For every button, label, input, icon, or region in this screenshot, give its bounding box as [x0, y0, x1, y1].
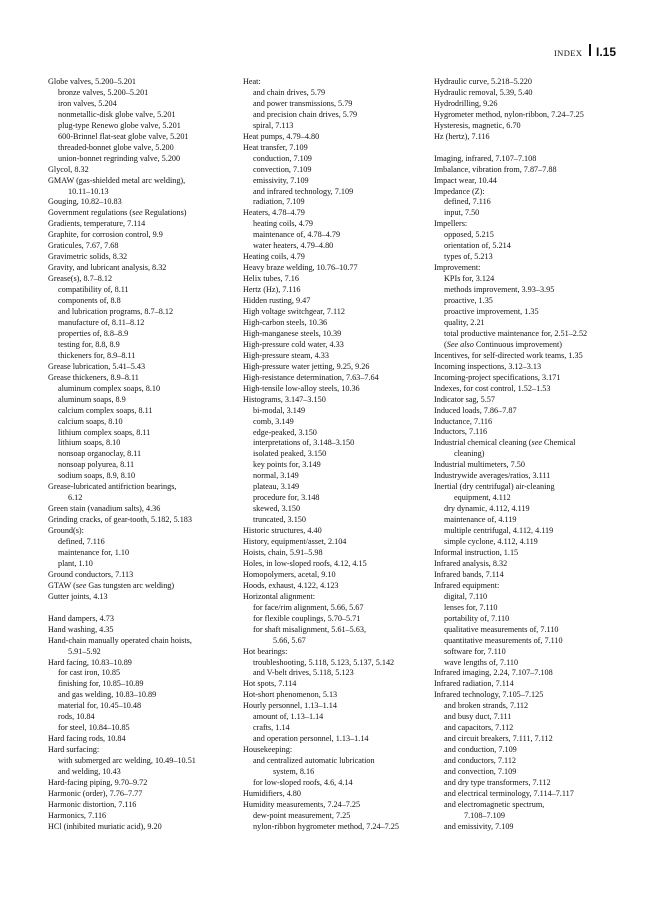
index-subentry: iron valves, 5.204: [58, 98, 117, 108]
index-column-2: [243, 77, 433, 833]
index-subentry: input, 7.50: [444, 208, 480, 218]
index-entry: Hygrometer method, nylon-ribbon, 7.24–7.25: [434, 109, 584, 119]
index-subentry: union-bonnet regrinding valve, 5.200: [58, 153, 181, 163]
index-subentry: aluminum complex soaps, 8.10: [58, 383, 161, 393]
index-subentry: defined, 7.116: [58, 537, 105, 547]
index-entry: Helix tubes, 7.16: [243, 274, 299, 284]
index-subentry: maintenance for, 1.10: [58, 547, 130, 557]
index-column-1: [48, 77, 238, 833]
index-entry: Heat transfer, 7.109: [243, 142, 308, 152]
index-subentry: for steel, 10.84–10.85: [58, 723, 130, 733]
index-entry: Inertial (dry centrifugal) air-cleaning: [434, 482, 555, 492]
index-entry: Indexes, for cost control, 1.52–1.53: [434, 383, 551, 393]
index-subentry: and V-belt drives, 5.118, 5.123: [253, 668, 354, 678]
index-entry: Inductors, 7.116: [434, 427, 488, 437]
index-subentry: bronze valves, 5.200–5.201: [58, 87, 149, 97]
index-subentry: and power transmissions, 5.79: [253, 98, 353, 108]
index-entry: Gravity, and lubricant analysis, 8.32: [48, 263, 167, 273]
index-subentry: opposed, 5.215: [444, 230, 494, 240]
index-subentry: aluminum soaps, 8.9: [58, 394, 126, 404]
page-number: I.15: [595, 45, 616, 59]
index-subentry: and emissivity, 7.109: [444, 821, 514, 831]
index-subentry: for low-sloped roofs, 4.6, 4.14: [253, 778, 353, 787]
index-entry: Gravimetric solids, 8.32: [48, 252, 128, 262]
index-subentry: interpretations of, 3.148–3.150: [253, 438, 355, 448]
index-entry: Improvement:: [434, 263, 481, 273]
index-entry: Gouging, 10.82–10.83: [48, 197, 122, 207]
index-subentry: skewed, 3.150: [253, 504, 301, 514]
index-entry: Impellers:: [434, 219, 468, 229]
index-entry: Hot bearings:: [243, 646, 288, 656]
index-entry: Horizontal alignment:: [243, 591, 316, 601]
index-subentry: key points for, 3.149: [253, 460, 321, 470]
index-subentry: properties of, 8.8–8.9: [58, 328, 129, 338]
index-subentry: equipment, 4.112: [454, 493, 511, 503]
index-subentry: maintenance of, 4.119: [444, 515, 517, 525]
index-entry: GMAW (gas-shielded metal arc welding),: [48, 175, 186, 185]
index-subentry: rods, 10.84: [58, 712, 95, 722]
index-subentry: types of, 5.213: [444, 252, 493, 262]
index-entry: Indicator sag, 5.57: [434, 394, 495, 404]
index-subentry: 600-Brinnel flat-seat globe valve, 5.201: [58, 131, 189, 141]
index-entry: High-pressure cold water, 4.33: [243, 339, 344, 349]
index-entry: Glycol, 8.32: [48, 164, 89, 174]
index-subentry: system, 8.16: [273, 767, 315, 777]
index-subentry: total productive maintenance for, 2.51–2.52: [444, 328, 588, 338]
index-entry: Homopolymers, acetal, 9.10: [243, 569, 336, 579]
index-entry: Hot-short phenomenon, 5.13: [243, 690, 338, 700]
index-subentry: emissivity, 7.109: [253, 175, 309, 185]
index-entry: Histograms, 3.147–3.150: [243, 394, 326, 404]
index-subentry: lithium soaps, 8.10: [58, 438, 121, 448]
index-entry: Graphite, for corrosion control, 9.9: [48, 230, 163, 240]
index-subentry: and lubrication programs, 8.7–8.12: [58, 307, 174, 317]
index-subentry: methods improvement, 3.93–3.95: [444, 285, 555, 295]
index-subentry: and operation personnel, 1.13–1.14: [253, 734, 369, 744]
index-entry: Industrial chemical cleaning (see Chemical: [434, 438, 576, 448]
index-entry: Holes, in low-sloped roofs, 4.12, 4.15: [243, 558, 367, 568]
index-subentry: orientation of, 5.214: [444, 241, 511, 251]
index-subentry: threaded-bonnet globe valve, 5.200: [58, 142, 174, 152]
index-subentry: convection, 7.109: [253, 164, 312, 174]
index-entry: Heaters, 4.78–4.79: [243, 208, 305, 218]
index-entry: Housekeeping:: [243, 745, 293, 755]
index-subentry: and capacitors, 7.112: [444, 723, 514, 733]
index-subentry: (See also Continuous improvement): [444, 339, 563, 349]
index-entry: High-tensile low-alloy steels, 10.36: [243, 383, 360, 393]
index-subentry: components of, 8.8: [58, 296, 121, 306]
index-subentry: material for, 10.45–10.48: [58, 701, 142, 711]
index-entry: Graticules, 7.67, 7.68: [48, 241, 119, 251]
index-subentry: for face/rim alignment, 5.66, 5.67: [253, 602, 364, 612]
index-entry: High-carbon steels, 10.36: [243, 317, 328, 327]
index-subentry: proactive, 1.35: [444, 296, 493, 306]
index-entry: Grease thickeners, 8.9–8.11: [48, 372, 139, 382]
index-entry: Infrared technology, 7.105–7.125: [434, 690, 544, 700]
index-subentry: wave lengths of, 7.110: [444, 657, 519, 667]
index-subentry: edge-peaked, 3.150: [253, 427, 317, 437]
index-subentry: compatibility of, 8.11: [58, 285, 129, 295]
index-entry: Hydrodrilling, 9.26: [434, 98, 498, 108]
index-subentry: maintenance of, 4.78–4.79: [253, 230, 341, 240]
index-subentry: procedure for, 3.148: [253, 493, 320, 503]
index-subentry: digital, 7.110: [444, 591, 488, 601]
index-subentry: and chain drives, 5.79: [253, 87, 326, 97]
index-entry: Hertz (Hz), 7.116: [243, 285, 301, 295]
index-subentry: and conductors, 7.112: [444, 756, 517, 766]
index-subentry: and electromagnetic spectrum,: [444, 799, 545, 809]
index-subentry: proactive improvement, 1.35: [444, 307, 539, 316]
index-entry: Green stain (vanadium salts), 4.36: [48, 504, 161, 514]
index-subentry: thickeners for, 8.9–8.11: [58, 350, 136, 360]
index-subentry: software for, 7.110: [444, 646, 506, 656]
index-subentry: troubleshooting, 5.118, 5.123, 5.137, 5.142: [253, 657, 395, 667]
index-entry: GTAW (see Gas tungsten arc welding): [48, 580, 175, 590]
index-subentry: isolated peaked, 3.150: [253, 449, 327, 459]
index-entry: Heating coils, 4.79: [243, 252, 305, 262]
index-entry: History, equipment/asset, 2.104: [243, 537, 347, 547]
index-subentry: radiation, 7.109: [253, 197, 305, 207]
index-entry: Grinding cracks, of gear-tooth, 5.182, 5.183: [48, 515, 192, 525]
index-entry: Harmonic (order), 7.76–7.77: [48, 788, 143, 798]
index-entry: Historic structures, 4.40: [243, 526, 322, 536]
index-subentry: spiral, 7.113: [253, 120, 294, 130]
index-entry: Imaging, infrared, 7.107–7.108: [434, 153, 537, 163]
index-entry: Infrared radiation, 7.114: [434, 679, 514, 689]
index-subentry: finishing for, 10.85–10.89: [58, 679, 144, 689]
index-entry: Inductance, 7.116: [434, 416, 493, 426]
index-subentry: amount of, 1.13–1.14: [253, 712, 324, 722]
index-entry: Hand-chain manually operated chain hoists,: [48, 635, 192, 645]
index-subentry: comb, 3.149: [253, 416, 294, 426]
index-entry: Impedance (Z):: [434, 186, 485, 196]
index-entry: Globe valves, 5.200–5.201: [48, 77, 137, 86]
index-entry: Gradients, temperature, 7.114: [48, 219, 146, 229]
index-entry: Infrared equipment:: [434, 580, 500, 590]
index-subentry: portability of, 7.110: [444, 613, 510, 623]
index-entry: Grease(s), 8.7–8.12: [48, 274, 113, 284]
index-subentry: for cast iron, 10.85: [58, 668, 121, 678]
index-subentry: defined, 7.116: [444, 197, 491, 207]
index-subentry: calcium soaps, 8.10: [58, 416, 123, 426]
index-subentry: conduction, 7.109: [253, 153, 312, 163]
index-entry: Heavy braze welding, 10.76–10.77: [243, 263, 358, 273]
index-entry: Impact wear, 10.44: [434, 175, 497, 185]
index-entry: High-pressure water jetting, 9.25, 9.26: [243, 361, 370, 371]
index-entry: Hidden rusting, 9.47: [243, 296, 311, 306]
index-subentry: and conduction, 7.109: [444, 745, 517, 755]
index-subentry: nylon-ribbon hygrometer method, 7.24–7.25: [253, 821, 399, 831]
index-entry: Industrywide averages/ratios, 3.111: [434, 471, 551, 481]
index-entry: High voltage switchgear, 7.112: [243, 307, 345, 317]
index-entry: Hard surfacing:: [48, 745, 100, 755]
index-entry: Gutter joints, 4.13: [48, 591, 108, 601]
index-entry: Infrared analysis, 8.32: [434, 558, 508, 568]
index-entry: Hydraulic removal, 5.39, 5.40: [434, 87, 533, 97]
index-subentry: dry dynamic, 4.112, 4.119: [444, 504, 530, 514]
index-subentry: with submerged arc welding, 10.49–10.51: [58, 756, 196, 766]
index-entry: Grease lubrication, 5.41–5.43: [48, 361, 146, 371]
index-entry: Industrial multimeters, 7.50: [434, 460, 525, 470]
index-entry: Incoming inspections, 3.12–3.13: [434, 361, 542, 371]
index-subentry: plug-type Renewo globe valve, 5.201: [58, 120, 181, 130]
index-subentry: plateau, 3.149: [253, 482, 300, 492]
index-subentry: KPIs for, 3.124: [444, 274, 495, 284]
index-subentry: manufacture of, 8.11–8.12: [58, 317, 145, 327]
index-entry: Harmonics, 7.116: [48, 810, 107, 820]
index-entry: Hz (hertz), 7.116: [434, 131, 490, 141]
index-subentry: 7.108–7.109: [464, 810, 505, 820]
index-entry: Hot spots, 7.114: [243, 679, 297, 689]
index-subentry: crafts, 1.14: [253, 723, 290, 733]
index-entry: Hourly personnel, 1.13–1.14: [243, 701, 337, 711]
index-subentry: and circuit breakers, 7.111, 7.112: [444, 734, 553, 744]
index-subentry: testing for, 8.8, 8.9: [58, 339, 120, 349]
index-subentry: and welding, 10.43: [58, 767, 121, 777]
index-entry: Ground(s):: [48, 526, 84, 536]
header-divider: [589, 44, 591, 56]
index-subentry: and dry type transformers, 7.112: [444, 777, 551, 787]
index-entry: Harmonic distortion, 7.116: [48, 799, 137, 809]
index-subentry: for flexible couplings, 5.70–5.71: [253, 613, 361, 623]
index-subentry: simple cyclone, 4.112, 4.119: [444, 537, 538, 547]
index-subentry: quantitative measurements of, 7.110: [444, 635, 563, 645]
index-subentry: plant, 1.10: [58, 558, 93, 568]
index-subentry: cleaning): [454, 449, 485, 459]
index-subentry: and busy duct, 7.111: [444, 712, 512, 722]
index-entry: Hard-facing piping, 9.70–9.72: [48, 777, 148, 787]
index-entry: High-pressure steam, 4.33: [243, 350, 329, 360]
index-subentry: quality, 2.21: [444, 317, 485, 327]
index-entry: Humidifiers, 4.80: [243, 788, 301, 798]
index-subentry: lithium complex soaps, 8.11: [58, 427, 151, 437]
index-subentry: 5.91–5.92: [68, 646, 101, 656]
index-entry: Hard facing rods, 10.84: [48, 734, 126, 744]
index-subentry: and convection, 7.109: [444, 767, 517, 777]
index-subentry: 6.12: [68, 493, 83, 503]
index-entry: Humidity measurements, 7.24–7.25: [243, 799, 361, 809]
index-subentry: calcium complex soaps, 8.11: [58, 405, 153, 415]
index-entry: Hoists, chain, 5.91–5.98: [243, 547, 323, 557]
index-entry: Hysteresis, magnetic, 6.70: [434, 120, 521, 130]
index-subentry: nonsoap polyurea, 8.11: [58, 460, 135, 470]
index-entry: Hard facing, 10.83–10.89: [48, 657, 132, 667]
index-subentry: nonmetallic-disk globe valve, 5.201: [58, 109, 176, 119]
index-entry: Government regulations (see Regulations): [48, 208, 187, 218]
index-entry: Infrared bands, 7.114: [434, 569, 504, 579]
index-entry: High-manganese steels, 10.39: [243, 328, 342, 338]
index-subentry: water heaters, 4.79–4.80: [253, 241, 334, 251]
index-subentry: and broken strands, 7.112: [444, 701, 529, 711]
index-entry: Hand dampers, 4.73: [48, 613, 114, 623]
index-subentry: lenses for, 7.110: [444, 602, 498, 612]
index-entry: Heat pumps, 4.79–4.80: [243, 131, 320, 141]
running-head: INDEX: [553, 48, 583, 58]
index-entry: Hoods, exhaust, 4.122, 4.123: [243, 580, 339, 590]
index-subentry: and electrical terminology, 7.114–7.117: [444, 788, 574, 798]
page-header: [554, 44, 616, 59]
index-subentry: and infrared technology, 7.109: [253, 186, 354, 196]
index-entry: Hydraulic curve, 5.218–5.220: [434, 77, 532, 86]
index-subentry: heating coils, 4.79: [253, 219, 314, 229]
index-entry: High-resistance determination, 7.63–7.64: [243, 372, 379, 382]
index-entry: Incoming-project specifications, 3.171: [434, 372, 561, 382]
index-entry: Heat:: [243, 77, 261, 86]
index-entry: Induced loads, 7.86–7.87: [434, 405, 517, 415]
index-entry: Hand washing, 4.35: [48, 624, 114, 634]
index-entry: Imbalance, vibration from, 7.87–7.88: [434, 164, 557, 174]
index-column-3: [434, 77, 634, 833]
index-entry: Infrared imaging, 2.24, 7.107–7.108: [434, 668, 553, 678]
index-subentry: truncated, 3.150: [253, 515, 306, 525]
index-entry: Grease-lubricated antifriction bearings,: [48, 482, 177, 492]
index-subentry: nonsoap organoclay, 8.11: [58, 449, 142, 459]
index-subentry: dew-point measurement, 7.25: [253, 810, 351, 820]
index-entry: HCl (inhibited muriatic acid), 9.20: [48, 821, 162, 831]
index-subentry: sodium soaps, 8.9, 8.10: [58, 471, 136, 481]
index-subentry: 10.11–10.13: [68, 186, 109, 196]
index-entry: Informal instruction, 1.15: [434, 547, 519, 557]
index-subentry: and centralized automatic lubrication: [253, 756, 375, 766]
index-subentry: multiple centrifugal, 4.112, 4.119: [444, 526, 554, 536]
index-subentry: qualitative measurements of, 7.110: [444, 624, 559, 634]
index-entry: Incentives, for self-directed work teams, 1.35: [434, 350, 583, 360]
index-subentry: bi-modal, 3.149: [253, 405, 306, 415]
index-subentry: for shaft misalignment, 5.61–5.63,: [253, 624, 367, 634]
index-subentry: and precision chain drives, 5.79: [253, 109, 358, 119]
index-subentry: normal, 3.149: [253, 471, 299, 481]
index-subentry: and gas welding, 10.83–10.89: [58, 690, 157, 700]
index-subentry: 5.66, 5.67: [273, 635, 306, 645]
index-entry: Ground conductors, 7.113: [48, 569, 134, 579]
